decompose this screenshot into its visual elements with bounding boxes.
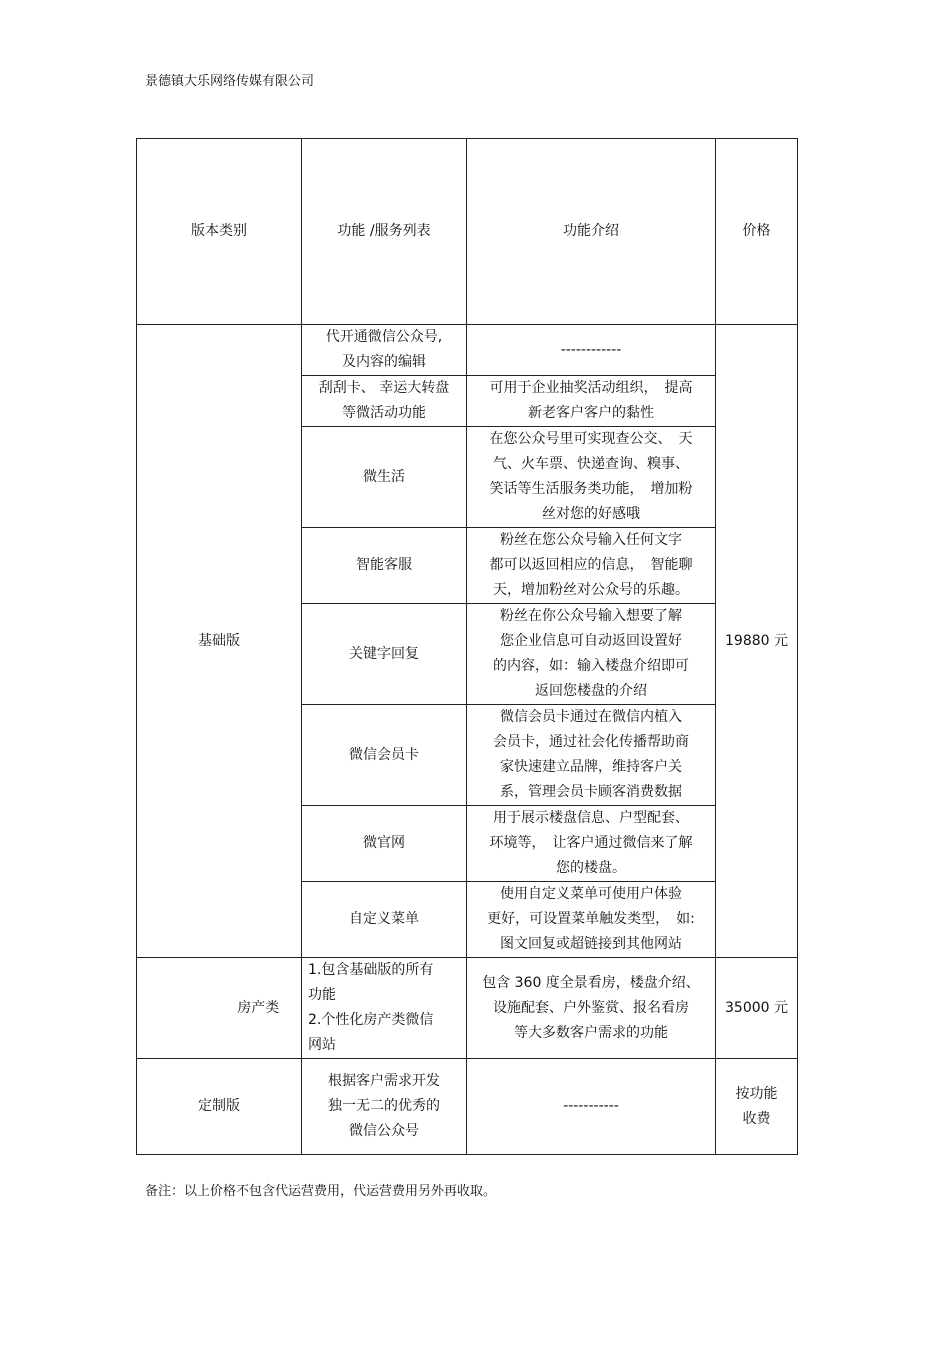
table-row: [137, 1059, 798, 1155]
cell-line: -----------: [563, 1098, 619, 1114]
cell-line: 微信公众号: [349, 1123, 419, 1139]
description-cell: [467, 882, 716, 958]
table-row: [137, 325, 798, 376]
feature-cell: [302, 427, 467, 528]
feature-cell: [302, 1059, 467, 1155]
cell-line: 等微活动功能: [342, 405, 426, 421]
footer-note: 备注：以上价格不包含代运营费用，代运营费用另外再收取。: [145, 1184, 497, 1199]
header-version-type: 版本类别: [137, 139, 302, 325]
cell-line: 网站: [308, 1037, 336, 1053]
cell-line: 可用于企业抽奖活动组织， 提高: [489, 380, 693, 396]
cell-line: 设施配套、户外鉴赏、报名看房: [493, 999, 689, 1016]
cell-line: 微信会员卡: [349, 746, 419, 763]
feature-cell: [302, 958, 467, 1059]
description-cell: [467, 376, 716, 427]
cell-line: 新老客户客户的黏性: [528, 405, 654, 421]
cell-line: 气、火车票、快递查询、糗事、: [493, 456, 689, 472]
description-cell: [467, 806, 716, 882]
header-price: 价格: [716, 139, 798, 325]
cell-line: 独一无二的优秀的: [328, 1098, 440, 1114]
cell-line: 更好，可设置菜单触发类型， 如:: [487, 911, 695, 927]
feature-cell: [302, 376, 467, 427]
custom-category: 定制版: [137, 1059, 302, 1155]
cell-line: 自定义菜单: [349, 911, 419, 927]
feature-cell: [302, 528, 467, 604]
cell-line: 您企业信息可自动返回设置好: [500, 633, 682, 649]
cell-line: 天，增加粉丝对公众号的乐趣。: [493, 582, 689, 598]
cell-line: 系，管理会员卡顾客消费数据: [500, 784, 682, 800]
realestate-price: 35000 元: [716, 958, 798, 1059]
cell-line: 粉丝在你公众号输入想要了解: [500, 608, 682, 624]
company-name: 景德镇大乐网络传媒有限公司: [145, 74, 315, 89]
pricing-table: [136, 138, 798, 1155]
cell-line: 2.个性化房产类微信: [308, 1012, 434, 1028]
cell-line: 的内容，如：输入楼盘介绍即可: [493, 658, 689, 674]
cell-line: 关键字回复: [349, 645, 419, 662]
table-header-row: [137, 139, 798, 325]
description-cell: [467, 604, 716, 705]
description-cell: [467, 705, 716, 806]
feature-cell: [302, 705, 467, 806]
cell-line: 丝对您的好感哦: [542, 506, 640, 522]
description-cell: [467, 528, 716, 604]
cell-line: ------------: [560, 341, 622, 358]
cell-line: 都可以返回相应的信息， 智能聊: [489, 557, 693, 573]
empty-cell: [137, 958, 216, 1059]
basic-category: 基础版: [137, 325, 302, 958]
cell-line: 刮刮卡、 幸运大转盘: [318, 380, 450, 396]
cell-line: 及内容的编辑: [342, 354, 426, 370]
description-cell: [467, 427, 716, 528]
feature-cell: [302, 604, 467, 705]
cell-line: 在您公众号里可实现查公交、 天: [489, 431, 693, 447]
cell-line: 包含 360 度全景看房，楼盘介绍、: [482, 974, 700, 991]
cell-line: 使用自定义菜单可使用户体验: [500, 886, 682, 902]
description-cell: [467, 325, 716, 376]
cell-line: 用于展示楼盘信息、户型配套、: [493, 810, 689, 826]
cell-line: 环境等， 让客户通过微信来了解: [489, 835, 693, 851]
cell-line: 按功能: [735, 1085, 778, 1102]
cell-line: 粉丝在您公众号输入任何文字: [500, 532, 682, 548]
header-feature-intro: 功能介绍: [467, 139, 716, 325]
feature-cell: [302, 325, 467, 376]
custom-price: [716, 1059, 798, 1155]
description-cell: [467, 1059, 716, 1155]
cell-line: 收费: [742, 1110, 771, 1127]
cell-line: 智能客服: [356, 557, 412, 573]
cell-line: 会员卡，通过社会化传播帮助商: [493, 734, 689, 750]
cell-line: 微生活: [363, 468, 405, 485]
cell-line: 微信会员卡通过在微信内植入: [500, 709, 682, 725]
description-cell: [467, 958, 716, 1059]
basic-price: 19880 元: [716, 325, 798, 958]
cell-line: 等大多数客户需求的功能: [514, 1024, 668, 1041]
cell-line: 功能: [308, 987, 336, 1003]
table-row: [137, 958, 798, 1059]
feature-cell: [302, 882, 467, 958]
feature-cell: [302, 806, 467, 882]
cell-line: 笑话等生活服务类功能， 增加粉: [489, 481, 693, 497]
cell-line: 微官网: [363, 835, 405, 851]
cell-line: 图文回复或超链接到其他网站: [500, 936, 682, 952]
cell-line: 代开通微信公众号,: [325, 329, 443, 345]
cell-line: 返回您楼盘的介绍: [535, 683, 647, 699]
cell-line: 1.包含基础版的所有: [308, 962, 434, 978]
cell-line: 根据客户需求开发: [328, 1073, 440, 1089]
cell-line: 家快速建立品牌，维持客户关: [500, 759, 682, 775]
header-feature-list: 功能 /服务列表: [302, 139, 467, 325]
realestate-category: 房产类: [216, 958, 302, 1059]
cell-line: 您的楼盘。: [556, 860, 626, 876]
